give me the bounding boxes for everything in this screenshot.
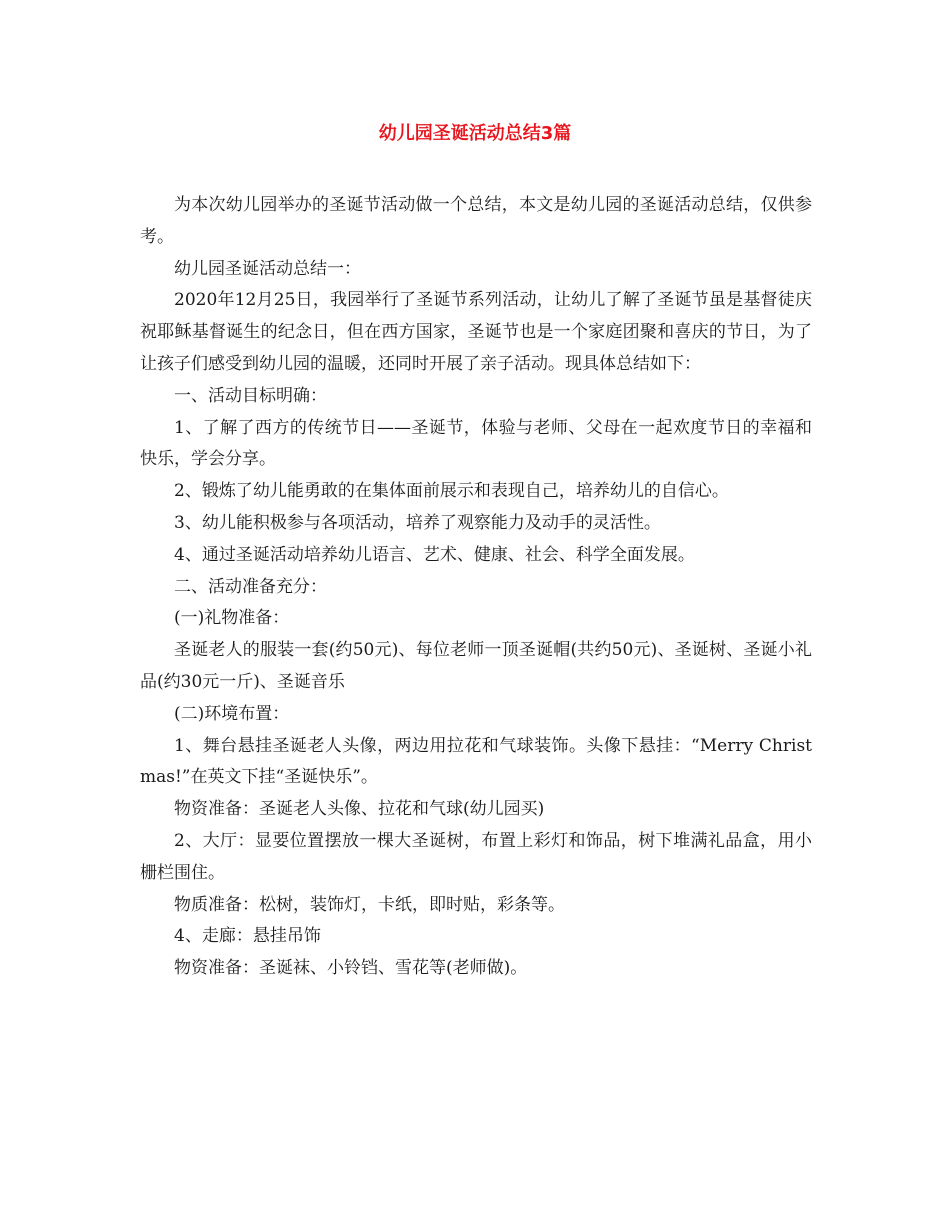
hall-materials: 物质准备：松树，装饰灯，卡纸，即时贴，彩条等。 [174,894,565,915]
intro-paragraph: 为本次幼儿园举办的圣诞节活动做一个总结，本文是幼儿园的圣诞活动总结，仅供参考。 [140,195,812,247]
corridor-materials: 物资准备：圣诞袜、小铃铛、雪花等(老师做)。 [174,958,528,979]
stage-paragraph: 1、舞台悬挂圣诞老人头像，两边用拉花和气球装饰。头像下悬挂：“Merry Christmas!”在英文下挂“圣诞快乐”。 [140,735,812,788]
stage-materials: 物资准备：圣诞老人头像、拉花和气球(幼儿园买) [174,799,545,820]
hall-paragraph: 2、大厅：显要位置摆放一棵大圣诞树，布置上彩灯和饰品，树下堆满礼品盒，用小栅栏围住。 [140,830,812,883]
subheading-environment: (二)环境布置： [174,703,290,724]
subheading-gifts: (一)礼物准备： [174,608,290,629]
document-body [140,190,812,985]
document-title: 幼儿园圣诞活动总结3篇 [378,123,572,144]
section-heading-preparation: 二、活动准备充分： [174,576,327,597]
overview-paragraph: 2020年12月25日，我园举行了圣诞节系列活动，让幼儿了解了圣诞节虽是基督徒庆祝耶稣基督诞生的纪念日，但在西方国家，圣诞节也是一个家庭团聚和喜庆的节日，为了让孩子们感受到幼儿园的温暖，还同时开展了亲子活动。现具体总结如下： [140,290,812,374]
section-heading-summary-one: 幼儿园圣诞活动总结一： [174,258,361,279]
gifts-paragraph: 圣诞老人的服装一套(约50元)、每位老师一顶圣诞帽(共约50元)、圣诞树、圣诞小礼品(约30元一斤)、圣诞音乐 [140,640,812,692]
goal-item-3: 3、幼儿能积极参与各项活动，培养了观察能力及动手的灵活性。 [174,512,661,533]
goal-item-1: 1、了解了西方的传统节日——圣诞节，体验与老师、父母在一起欢度节日的幸福和快乐，学会分享。 [140,417,812,470]
goal-item-2: 2、锻炼了幼儿能勇敢的在集体面前展示和表现自己，培养幼儿的自信心。 [174,481,729,502]
corridor-paragraph: 4、走廊：悬挂吊饰 [174,926,321,947]
goal-item-4: 4、通过圣诞活动培养幼儿语言、艺术、健康、社会、科学全面发展。 [174,544,695,565]
section-heading-goals: 一、活动目标明确： [174,385,327,406]
